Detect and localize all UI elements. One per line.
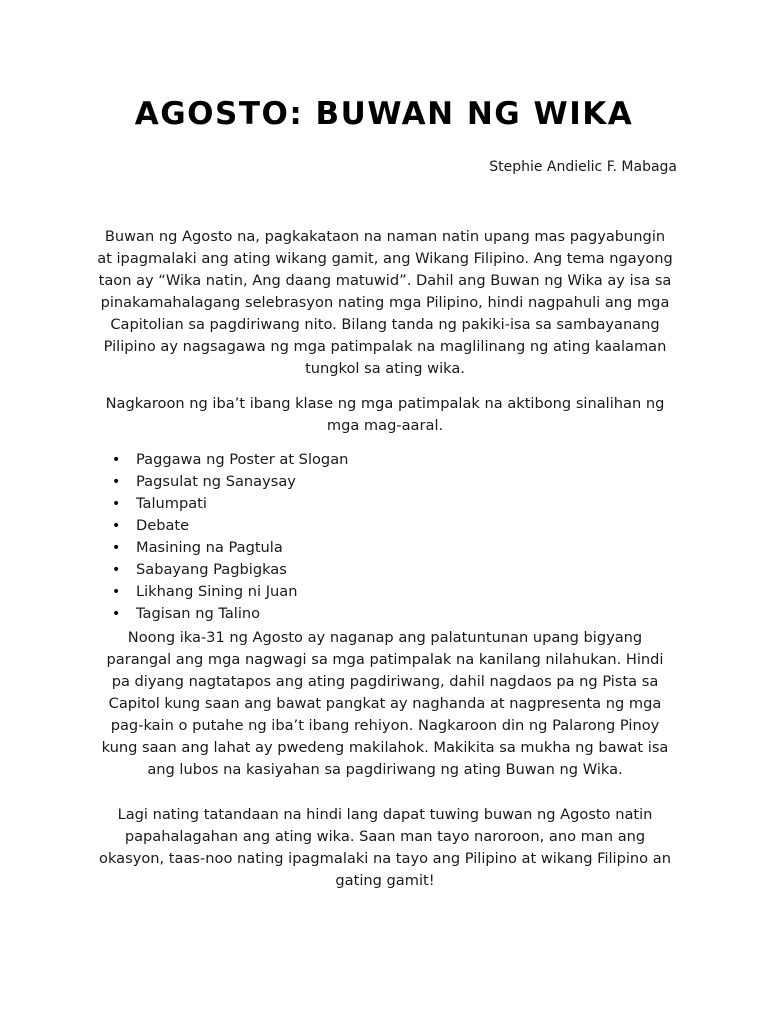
paragraph-line: Capitol kung saan ang bawat pangkat ay naghanda at nagpresenta ng mga (108, 695, 662, 712)
document-title: AGOSTO: BUWAN NG WIKA (134, 96, 634, 132)
bullet-icon: • (112, 606, 121, 622)
paragraph-line: kung saan ang lahat ay pwedeng makilahok. Makikita sa mukha ng bawat isa (101, 739, 669, 756)
paragraph-line: parangal ang mga nagwagi sa mga patimpalak na kanilang nilahukan. Hindi (106, 651, 664, 668)
list-item (110, 537, 348, 559)
list-item (110, 493, 348, 515)
bullet-icon: • (112, 474, 121, 490)
contest-label: Pagsulat ng Sanaysay (136, 473, 296, 490)
paragraph-line: tungkol sa ating wika. (305, 360, 465, 377)
contest-label: Masining na Pagtula (136, 539, 283, 556)
paragraph-line: Capitolian sa pagdiriwang nito. Bilang tanda ng pakiki-isa sa sambayanang (110, 316, 660, 333)
bullet-icon: • (112, 562, 121, 578)
contest-label: Talumpati (136, 495, 207, 512)
contest-label: Sabayang Pagbigkas (136, 561, 287, 578)
contests-intro-paragraph (92, 393, 678, 437)
contest-label: Debate (136, 517, 190, 534)
paragraph-line: Buwan ng Agosto na, pagkakataon na naman natin upang mas pagyabungin (104, 228, 666, 245)
paragraph-line: gating gamit! (335, 872, 435, 889)
paragraph-line: papahalagahan ang ating wika. Saan man tayo naroroon, ano man ang (124, 828, 646, 845)
list-item (110, 559, 348, 581)
contest-label: Paggawa ng Poster at Slogan (136, 451, 349, 468)
paragraph-line: at ipagmalaki ang ating wikang gamit, ang Wikang Filipino. Ang tema ngayong (97, 250, 673, 267)
paragraph-line: ang lubos na kasiyahan sa pagdiriwang ng ating Buwan ng Wika. (147, 761, 623, 778)
paragraph-line: taon ay “Wika natin, Ang daang matuwid”. Dahil ang Buwan ng Wika ay isa sa (98, 272, 672, 289)
event-paragraph (92, 627, 678, 781)
paragraph-line: Lagi nating tatandaan na hindi lang dapat tuwing buwan ng Agosto natin (117, 806, 653, 823)
paragraph-line: Pilipino ay nagsagawa ng mga patimpalak na maglilinang ng ating kaalaman (103, 338, 667, 355)
closing-paragraph (92, 804, 678, 892)
intro-paragraph (92, 226, 678, 380)
contests-list (110, 449, 348, 625)
list-item (110, 471, 348, 493)
paragraph-line: Nagkaroon ng iba’t ibang klase ng mga patimpalak na aktibong sinalihan ng (105, 395, 665, 412)
bullet-icon: • (112, 584, 121, 600)
bullet-icon: • (112, 496, 121, 512)
bullet-icon: • (112, 518, 121, 534)
paragraph-line: pag-kain o putahe ng iba’t ibang rehiyon. Nagkaroon din ng Palarong Pinoy (110, 717, 660, 734)
contest-label: Likhang Sining ni Juan (136, 583, 298, 600)
list-item (110, 515, 348, 537)
paragraph-line: okasyon, taas-noo nating ipagmalaki na tayo ang Pilipino at wikang Filipino an (99, 850, 671, 867)
list-item (110, 603, 348, 625)
bullet-icon: • (112, 540, 121, 556)
paragraph-line: mga mag-aaral. (326, 417, 444, 434)
list-item (110, 581, 348, 603)
author-name: Stephie Andielic F. Mabaga (489, 159, 677, 175)
contest-label: Tagisan ng Talino (136, 605, 261, 622)
paragraph-line: Noong ika-31 ng Agosto ay naganap ang palatuntunan upang bigyang (127, 629, 643, 646)
paragraph-line: pinakamahalagang selebrasyon nating mga Pilipino, hindi nagpahuli ang mga (100, 294, 670, 311)
list-item (110, 449, 348, 471)
paragraph-line: pa diyang nagtatapos ang ating pagdiriwang, dahil nagdaos pa ng Pista sa (111, 673, 659, 690)
bullet-icon: • (112, 452, 121, 468)
